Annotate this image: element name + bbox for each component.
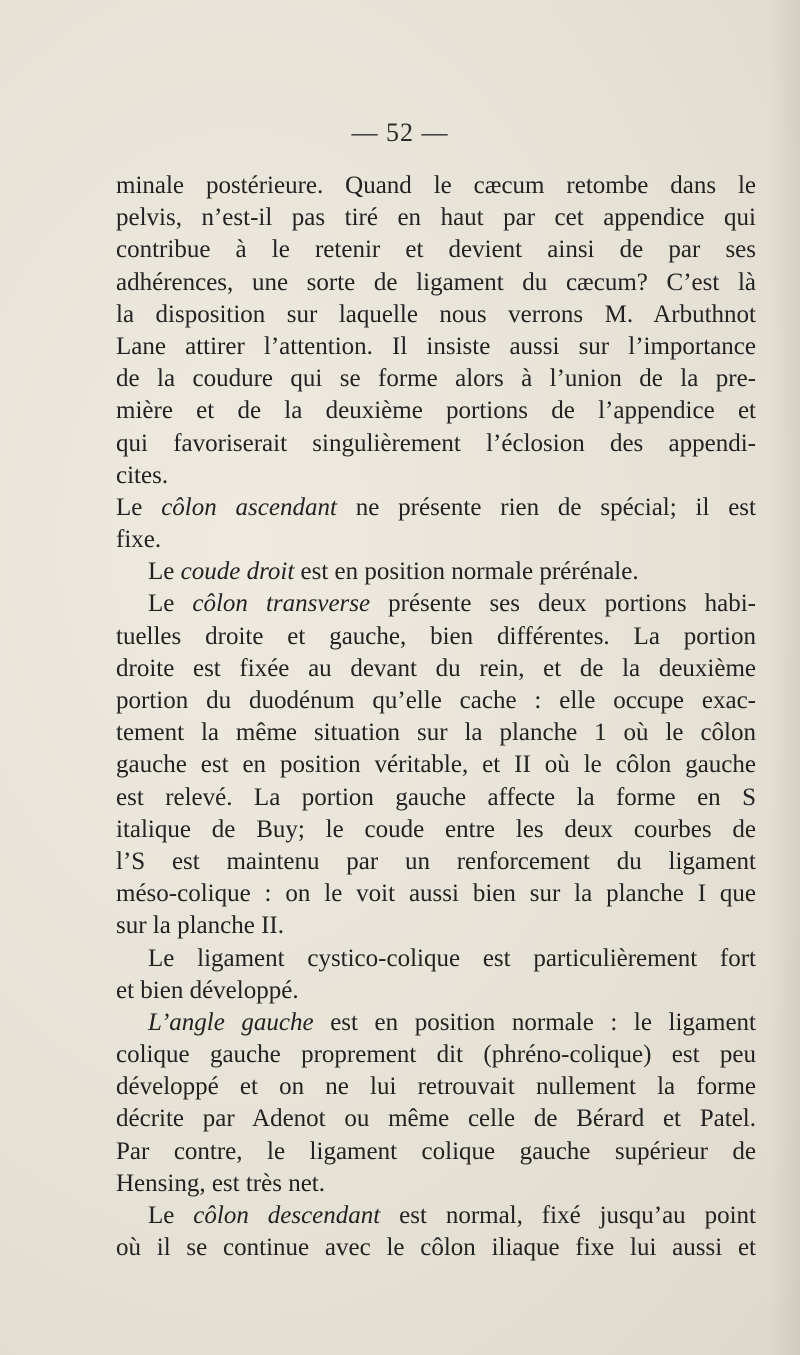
text-line: portion du duodénum qu’elle cache : elle occupe exac- xyxy=(116,687,756,714)
text-line: est relevé. La portion gauche affecte la forme en S xyxy=(116,783,756,811)
text-line: adhérences, une sorte de ligament du cæcum? C’est là xyxy=(116,268,756,296)
paragraph-colon-descendant: Le côlon descendant est normal, fixé jusqu’au point xyxy=(148,1202,756,1229)
text-line: Par contre, le ligament colique gauche supérieur de xyxy=(116,1137,756,1165)
text-line: mière et de la deuxième portions de l’appendice et xyxy=(116,397,756,425)
text-line: l’S est maintenu par un renforcement du ligament xyxy=(116,847,756,875)
paragraph-colon-transverse: Le côlon transverse présente ses deux portions habi- xyxy=(148,590,756,618)
page-edge-shadow xyxy=(770,0,800,1355)
text-line: minale postérieure. Quand le cæcum retombe dans le xyxy=(116,172,756,199)
text-line: cites. xyxy=(116,461,169,489)
text-line: sur la planche II. xyxy=(116,912,284,940)
term-coude-droit: coude droit xyxy=(180,558,295,586)
text-line: développé et on ne lui retrouvait nullement la forme xyxy=(116,1073,756,1101)
page-number: — 52 — xyxy=(351,118,449,147)
text-line: tement la même situation sur la planche 1 où le côlon xyxy=(116,719,756,747)
text-line: Le ligament cystico-colique est particulièrement fort xyxy=(148,944,756,972)
text-line: décrite par Adenot ou même celle de Bérard et Patel. xyxy=(116,1105,756,1133)
text-line: de la coudure qui se forme alors à l’union de la pre- xyxy=(116,365,756,393)
term-colon-transverse: côlon transverse xyxy=(192,590,371,618)
body-text xyxy=(116,170,756,1264)
term-angle-gauche: L’angle gauche xyxy=(148,1008,314,1036)
paragraph-coude-droit: Le coude droit est en position normale prérénale. xyxy=(148,558,639,586)
paragraph-colon-ascendant: Le côlon ascendant ne présente rien de spécial; il est xyxy=(116,493,756,521)
text-line: colique gauche proprement dit (phréno-colique) est peu xyxy=(116,1041,756,1069)
text-line: italique de Buy; le coude entre les deux courbes de xyxy=(116,815,756,843)
paragraph-angle-gauche: L’angle gauche est en position normale : le ligament xyxy=(148,1008,756,1036)
text-line: fixe. xyxy=(116,526,162,554)
text-line: gauche est en position véritable, et II où le côlon gauche xyxy=(116,751,756,779)
text-line: et bien développé. xyxy=(116,976,299,1004)
text-line: méso-colique : on le voit aussi bien sur la planche I que xyxy=(116,880,756,908)
text-line: pelvis, n’est-il pas tiré en haut par cet appendice qui xyxy=(116,204,756,232)
text-line: tuelles droite et gauche, bien différentes. La portion xyxy=(116,622,756,650)
text-line: Lane attirer l’attention. Il insiste aussi sur l’importance xyxy=(116,332,756,360)
text-line: la disposition sur laquelle nous verrons M. Arbuthnot xyxy=(116,300,756,328)
term-colon-ascendant: côlon ascendant xyxy=(161,493,337,521)
text-line: qui favoriserait singulièrement l’éclosion des appendi- xyxy=(116,429,756,457)
text-line: droite est fixée au devant du rein, et de la deuxième xyxy=(116,654,756,682)
text-line: où il se continue avec le côlon iliaque fixe lui aussi et xyxy=(116,1234,756,1262)
text-line: contribue à le retenir et devient ainsi de par ses xyxy=(116,236,756,264)
term-colon-descendant: côlon descendant xyxy=(193,1202,381,1229)
text-line: Hensing, est très net. xyxy=(116,1169,325,1197)
